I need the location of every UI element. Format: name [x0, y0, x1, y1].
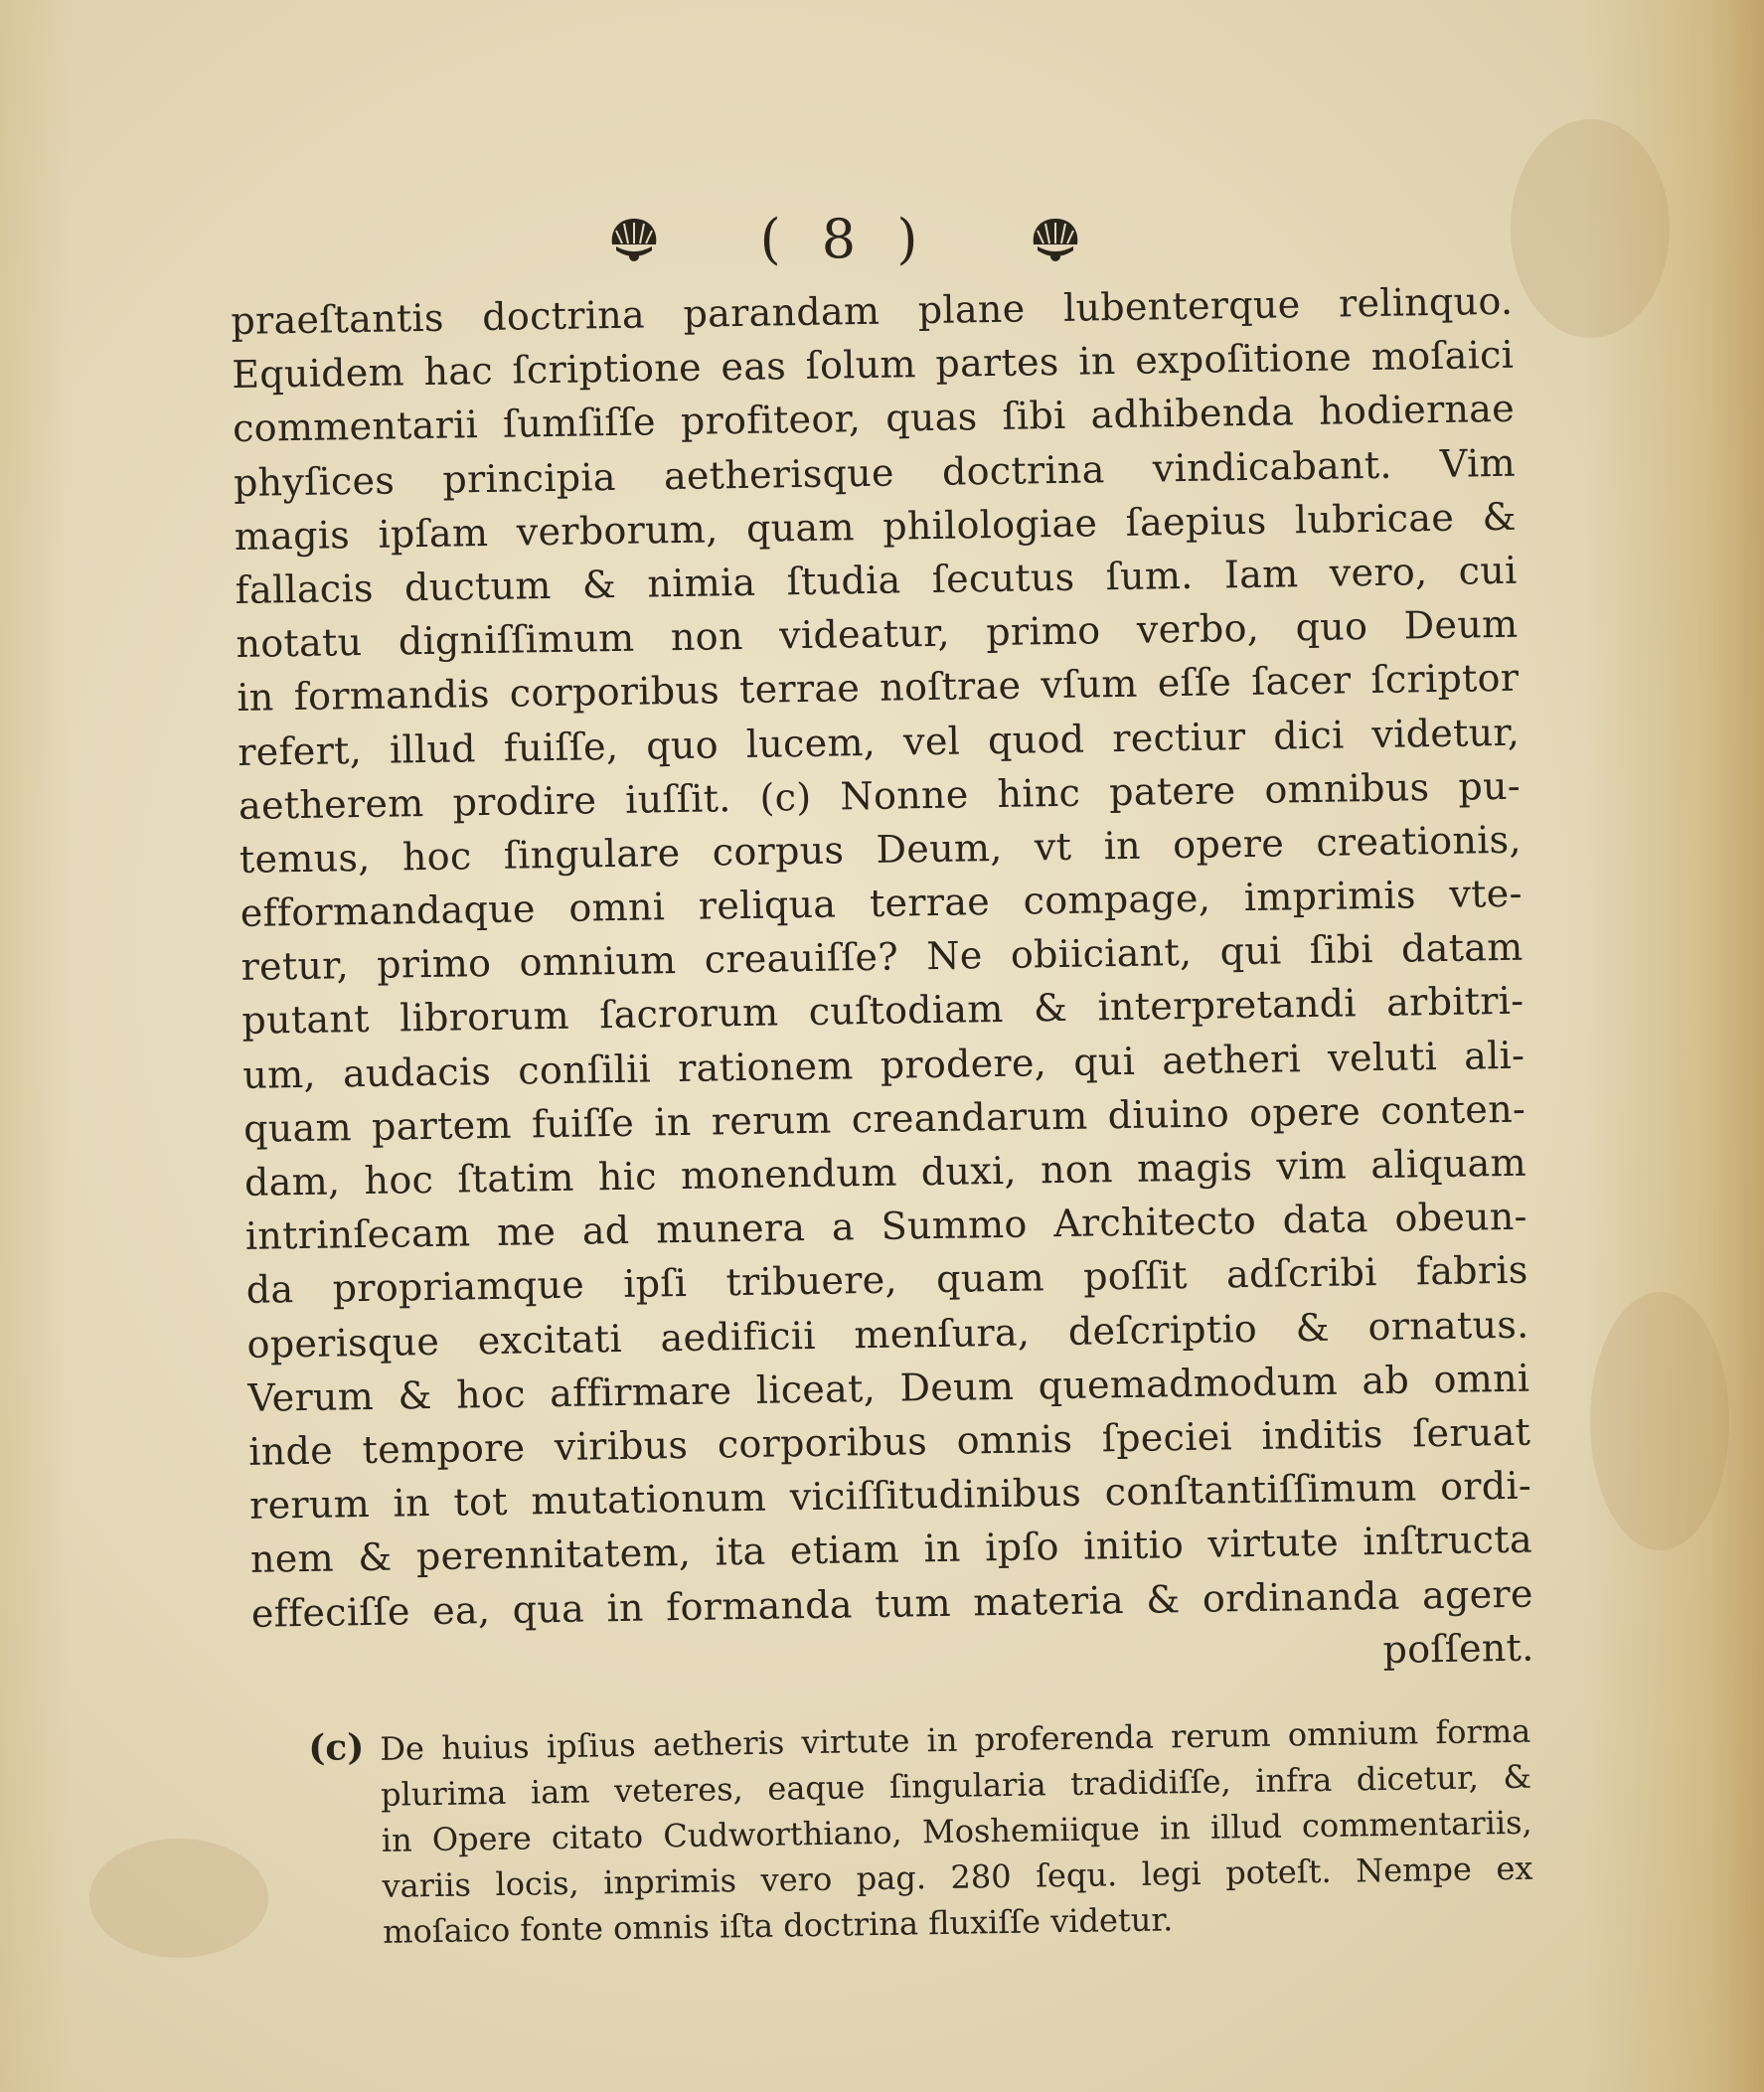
text-line: nem & perennitatem, ita etiam in ipſo initio virtute inſtructa	[249, 1517, 1533, 1582]
text-line: notatu digniſſimum non videatur, primo verbo, quo Deum	[236, 601, 1519, 667]
text-line: intrinſecam me ad munera a Summo Architecto data obeun-	[244, 1194, 1528, 1259]
shell-ornament-icon	[1028, 213, 1083, 264]
text-line: operisque excitati aedificii menſura, deſcriptio & ornatus.	[246, 1302, 1529, 1367]
footnote-line: plurima iam veteres, eaque ſingularia tradidiſſe, infra dicetur, &	[380, 1757, 1532, 1814]
footnote-text	[380, 1708, 1533, 1955]
text-line: poſſent.	[1382, 1625, 1534, 1672]
footnote-line: De huius ipſius aetheris virtute in proferenda rerum omnium forma	[380, 1711, 1531, 1768]
paper-stain	[89, 1839, 268, 1958]
page-header	[606, 204, 1083, 273]
footnote-line: in Opere citato Cudworthiano, Moshemiique in illud commentariis,	[381, 1803, 1532, 1859]
text-line: rerum in tot mutationum viciſſitudinibus conſtantiſſimum ordi-	[248, 1463, 1532, 1528]
text-line: dam, hoc ſtatim hic monendum duxi, non magis vim aliquam	[243, 1140, 1527, 1205]
text-line: Equidem hac ſcriptione eas ſolum partes in expoſitione moſaici	[231, 332, 1515, 398]
page-number: ( 8 )	[759, 207, 930, 270]
text-line: phyſices principia aetherisque doctrina vindicabant. Vim	[233, 440, 1517, 505]
text-line: efformandaque omni reliqua terrae compage, imprimis vte-	[240, 871, 1523, 935]
footnote-marker: (c)	[308, 1726, 365, 1769]
paper-edge-left	[0, 0, 70, 2092]
footnote	[308, 1708, 1533, 1956]
text-line: commentarii ſumſiſſe profiteor, quas ſibi adhibenda hodiernae	[232, 387, 1516, 451]
footnote-line: moſaico fonte omnis iſta doctrina fluxiſſe videtur.	[382, 1900, 1174, 1951]
text-line: um, audacis conſilii rationem prodere, qui aetheri veluti ali-	[241, 1033, 1525, 1097]
footnote-line: variis locis, inprimis vero pag. 280 ſequ. legi poteſt. Nempe ex	[382, 1849, 1533, 1905]
text-line: putant librorum ſacrorum cuſtodiam & interpretandi arbitri-	[241, 979, 1524, 1044]
text-line: temus, hoc ſingulare corpus Deum, vt in opere creationis,	[239, 817, 1523, 882]
text-line: Verum & hoc affirmare liceat, Deum quemadmodum ab omni	[247, 1356, 1530, 1420]
text-line: refert, illud fuiſſe, quo lucem, vel quod rectiur dici videtur,	[237, 710, 1521, 774]
paper-edge-right	[1585, 0, 1764, 2092]
shell-ornament-icon	[606, 213, 662, 264]
text-line: praeſtantis doctrina parandam plane lubenterque relinquo.	[231, 278, 1514, 343]
main-text	[231, 274, 1534, 1694]
text-line: aetherem prodire iuſſit. (c) Nonne hinc patere omnibus pu-	[238, 763, 1522, 828]
text-line: fallacis ductum & nimia ſtudia ſecutus ſum. Iam vero, cui	[235, 548, 1518, 612]
text-line: effeciſſe ea, qua in formanda tum materia & ordinanda agere	[250, 1571, 1534, 1636]
paper-stain	[1511, 119, 1670, 338]
text-line: in formandis corporibus terrae noſtrae vſum eſſe ſacer ſcriptor	[237, 656, 1520, 721]
text-line: magis ipſam verborum, quam philologiae ſaepius lubricae &	[234, 494, 1518, 559]
text-line: quam partem fuiſſe in rerum creandarum diuino opere conten-	[242, 1086, 1526, 1151]
paper-stain	[1590, 1292, 1729, 1550]
text-line: inde tempore viribus corporibus omnis ſpeciei inditis ſeruat	[247, 1409, 1531, 1474]
text-line: retur, primo omnium creauiſſe? Ne obiiciant, qui ſibi datam	[241, 924, 1523, 990]
text-line: da propriamque ipſi tribuere, quam poſſit adſcribi fabris	[245, 1247, 1528, 1313]
